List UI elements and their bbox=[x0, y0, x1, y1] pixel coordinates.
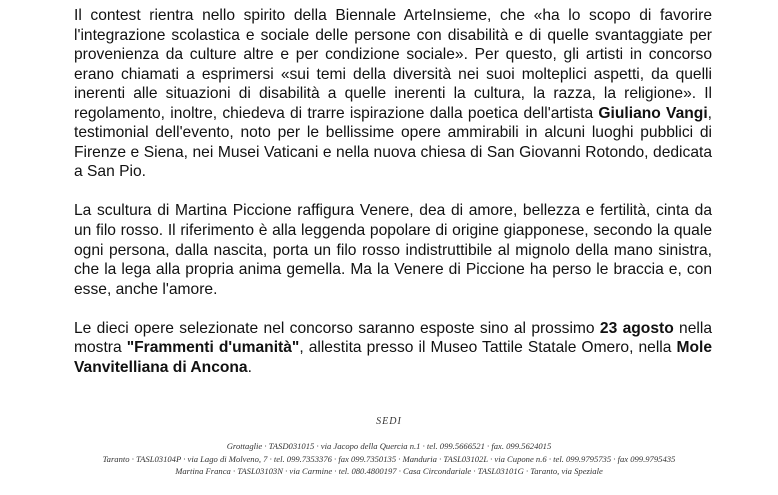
paragraph bbox=[74, 201, 712, 299]
footer-address-line: Grottaglie · TASD031015 · via Jacopo della Quercia n.1 · tel. 099.5666521 · fax. 099.5624015 bbox=[226, 441, 552, 451]
text-run: nella mostra bbox=[74, 319, 712, 357]
text-run: Le dieci opere selezionate nel concorso saranno esposte sino al prossimo bbox=[74, 319, 600, 337]
bold-text-run: Mole Vanvitelliana di Ancona bbox=[74, 339, 713, 376]
text-run: , allestita presso il Museo Tattile Statale Omero, nella bbox=[299, 339, 677, 357]
bold-text-run: "Frammenti d'umanità" bbox=[126, 339, 300, 357]
footer-address-line: Martina Franca · TASL03103N · via Carmine · tel. 080.4800197 · Casa Circondariale · TASL03101G · Taranto, via Speziale bbox=[175, 466, 603, 477]
text-run: , testimonial dell'evento, noto per le bellissime opere ammirabili in alcuni luoghi pubblici di Firenze e Siena, nei Musei Vaticani e nella nuova chiesa di San Giovanni Rotondo, dedicata a San Pio. bbox=[74, 104, 712, 181]
text-run: Il contest rientra nello spirito della Biennale ArteInsieme, che «ha lo scopo di favorire l'integrazione scolastica e sociale delle persone con disabilità e di quelle svantaggiate per provenienza da culture altre e per condizione sociale». Per questo, gli artisti in concorso erano chiamati a esprimersi «sui temi della diversità nei suoi molteplici aspetti, da quelli inerenti alle situazioni di disabilità a quelle inerenti la cultura, la razza, la religione». Il regolamento, inoltre, chiedeva di trarre ispirazione dalla poetica dell'artista bbox=[74, 7, 712, 122]
footer-offices bbox=[0, 416, 778, 478]
text-run: . bbox=[247, 358, 252, 376]
paragraph bbox=[74, 319, 712, 378]
article-body bbox=[74, 6, 712, 377]
bold-text-run: 23 agosto bbox=[599, 319, 674, 337]
paragraph bbox=[74, 6, 712, 182]
footer-title: SEDI bbox=[376, 416, 402, 427]
text-run: La scultura di Martina Piccione raffigura Venere, dea di amore, bellezza e fertilità, cinta da un filo rosso. Il riferimento è alla leggenda popolare di origine giapponese, secondo la quale ogni persona, dalla nascita, porta un filo rosso indistruttibile al mignolo della mano sinistra, che la lega alla propria anima gemella. Ma la Venere di Piccione ha perso le braccia e, con esse, anche l'amore. bbox=[74, 202, 712, 298]
footer-address-line: Taranto · TASL03104P · via Lago di Molveno, 7 · tel. 099.7353376 · fax 099.7350135 · Manduria · TASL03102L · via Cupone n.6 · tel. 099.9795735 · fax 099.9795435 bbox=[102, 453, 676, 464]
bold-text-run: Giuliano Vangi bbox=[598, 104, 708, 122]
